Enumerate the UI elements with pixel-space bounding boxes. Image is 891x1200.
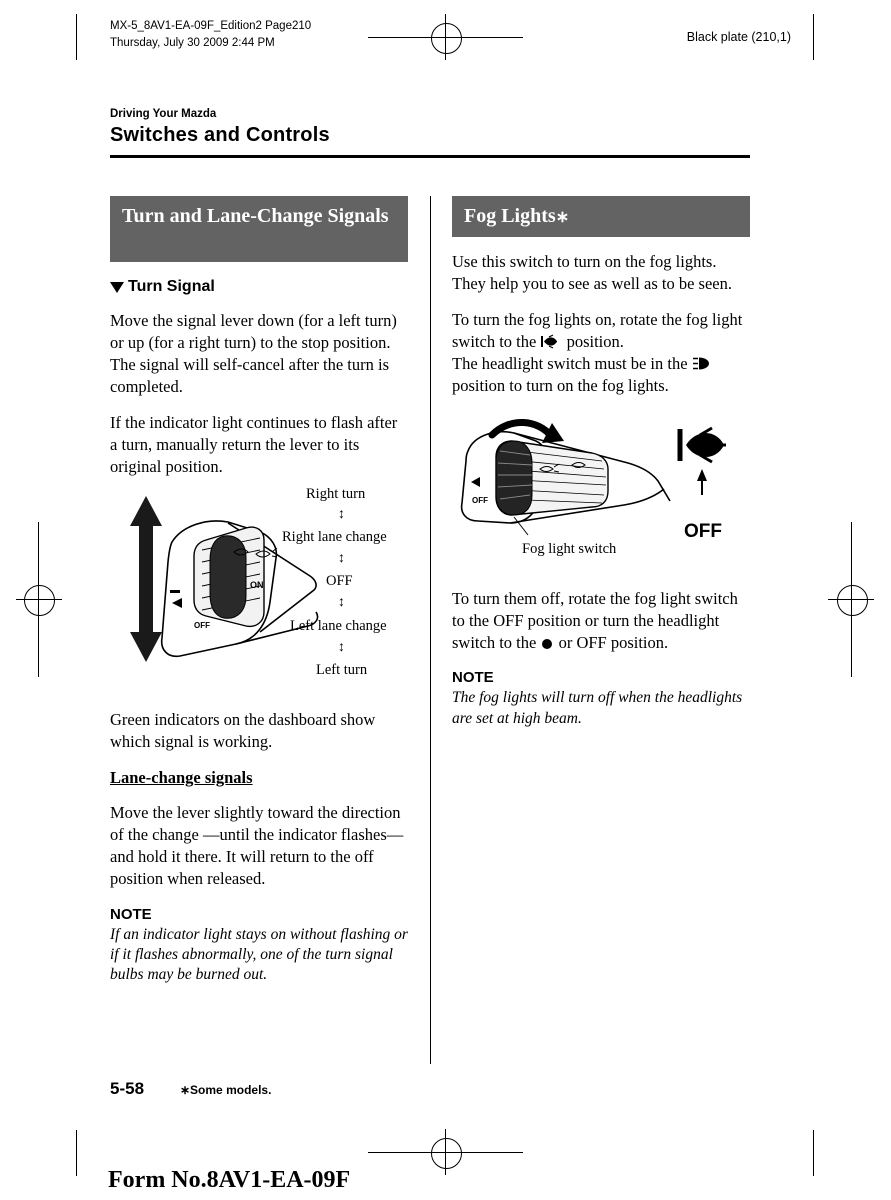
svg-text:OFF: OFF bbox=[194, 620, 210, 630]
figure-arrow-1: ↕ bbox=[338, 506, 345, 522]
right-note-text: The fog lights will turn off when the headlights are set at high beam. bbox=[452, 689, 743, 727]
turn-signal-paragraph-1: Move the signal lever down (for a left turn) or up (for a right turn) to the stop position. The signal will self-cancel after the turn is completed. bbox=[110, 311, 397, 396]
left-note-label: NOTE bbox=[110, 906, 152, 924]
turn-signal-subheading bbox=[110, 278, 408, 296]
figure-label-left-lane-change: Left lane change bbox=[290, 617, 387, 634]
registration-circle-top bbox=[431, 23, 462, 54]
figure-arrow-3: ↕ bbox=[338, 594, 345, 610]
turn-signal-paragraph-2: If the indicator light continues to flash after a turn, manually return the lever to its original position. bbox=[110, 412, 398, 476]
fog-lights-paragraph-3b: or OFF position. bbox=[558, 632, 669, 652]
title-rule bbox=[110, 155, 750, 158]
fog-lights-paragraph-1: Use this switch to turn on the fog lights. They help you to see as well as to be seen. bbox=[452, 252, 732, 293]
page-title: Switches and Controls bbox=[110, 124, 330, 146]
right-column bbox=[452, 196, 750, 729]
fog-lights-heading-bar bbox=[452, 196, 750, 237]
turn-signal-figure bbox=[110, 485, 408, 697]
figure-label-off: OFF bbox=[326, 572, 353, 589]
fog-light-figure bbox=[452, 411, 750, 576]
header-date-line: Thursday, July 30 2009 2:44 PM bbox=[110, 36, 275, 49]
turn-signal-subheading-label: Turn Signal bbox=[128, 278, 215, 295]
document-header-right: Black plate (210,1) bbox=[686, 30, 791, 44]
registration-circle-left bbox=[24, 585, 55, 616]
footnote-some-models: ∗Some models. bbox=[180, 1083, 272, 1097]
figure-label-left-turn: Left turn bbox=[316, 661, 368, 678]
document-header-left bbox=[110, 18, 311, 51]
fog-lights-paragraph-3 bbox=[452, 588, 750, 654]
lane-change-signals-heading: Lane-change signals bbox=[110, 768, 253, 788]
crop-mark-top-left-vertical bbox=[76, 14, 77, 60]
right-note-label: NOTE bbox=[452, 669, 494, 687]
turn-signal-paragraph-3: Green indicators on the dashboard show which signal is working. bbox=[110, 709, 376, 751]
headlight-icon bbox=[692, 356, 714, 371]
turn-signals-heading-bar: Turn and Lane-Change Signals bbox=[110, 196, 408, 262]
left-note-text: If an indicator light stays on without flashing or if it flashes abnormally, one of the turn signal bulbs may be burned out. bbox=[110, 926, 408, 984]
figure-label-right-lane-change: Right lane change bbox=[282, 528, 387, 545]
fog-lights-paragraph-2b: position. bbox=[566, 331, 624, 351]
crop-mark-bottom-right-vertical bbox=[813, 1130, 814, 1176]
triangle-down-icon bbox=[110, 282, 124, 293]
fog-lights-paragraph-2c: The headlight switch must be in the bbox=[452, 353, 688, 373]
fog-light-switch-caption: Fog light switch bbox=[522, 540, 617, 557]
header-file-line: MX-5_8AV1-EA-09F_Edition2 Page210 bbox=[110, 20, 312, 32]
column-divider bbox=[430, 196, 431, 1064]
crop-mark-top-right-vertical bbox=[813, 14, 814, 60]
fog-light-off-label: OFF bbox=[684, 520, 722, 542]
fog-lights-paragraph-2 bbox=[452, 309, 750, 397]
lane-change-paragraph: Move the lever slightly toward the direction of the change —until the indicator flashes— and hold it there. It will return to the off position when released. bbox=[110, 803, 404, 889]
fog-lights-paragraph-2d: position to turn on the fog lights. bbox=[452, 375, 669, 395]
parking-lamp-icon bbox=[540, 636, 554, 650]
crop-mark-bottom-left-vertical bbox=[76, 1130, 77, 1176]
figure-label-right-turn: Right turn bbox=[306, 485, 366, 502]
fog-lights-paragraph-2a: To turn the fog lights on, rotate the fog light switch to the bbox=[452, 309, 743, 351]
figure-arrow-2: ↕ bbox=[338, 550, 345, 566]
fog-lights-heading-star: ∗ bbox=[555, 209, 570, 226]
page-number: 5-58 bbox=[110, 1079, 145, 1098]
svg-text:ON: ON bbox=[250, 579, 264, 590]
svg-text:OFF: OFF bbox=[472, 495, 488, 505]
figure-arrow-4: ↕ bbox=[338, 639, 345, 655]
fog-lights-paragraph-3a: To turn them off, rotate the fog light switch to the OFF position or turn the headlight switch to the bbox=[452, 588, 738, 652]
registration-circle-bottom bbox=[431, 1138, 462, 1169]
section-eyebrow: Driving Your Mazda bbox=[110, 108, 217, 120]
registration-circle-right bbox=[837, 585, 868, 616]
left-column bbox=[110, 196, 408, 986]
form-number: Form No.8AV1-EA-09F bbox=[108, 1167, 351, 1193]
fog-lamp-icon bbox=[540, 334, 562, 349]
fog-lights-heading-label: Fog Lights bbox=[464, 205, 556, 227]
